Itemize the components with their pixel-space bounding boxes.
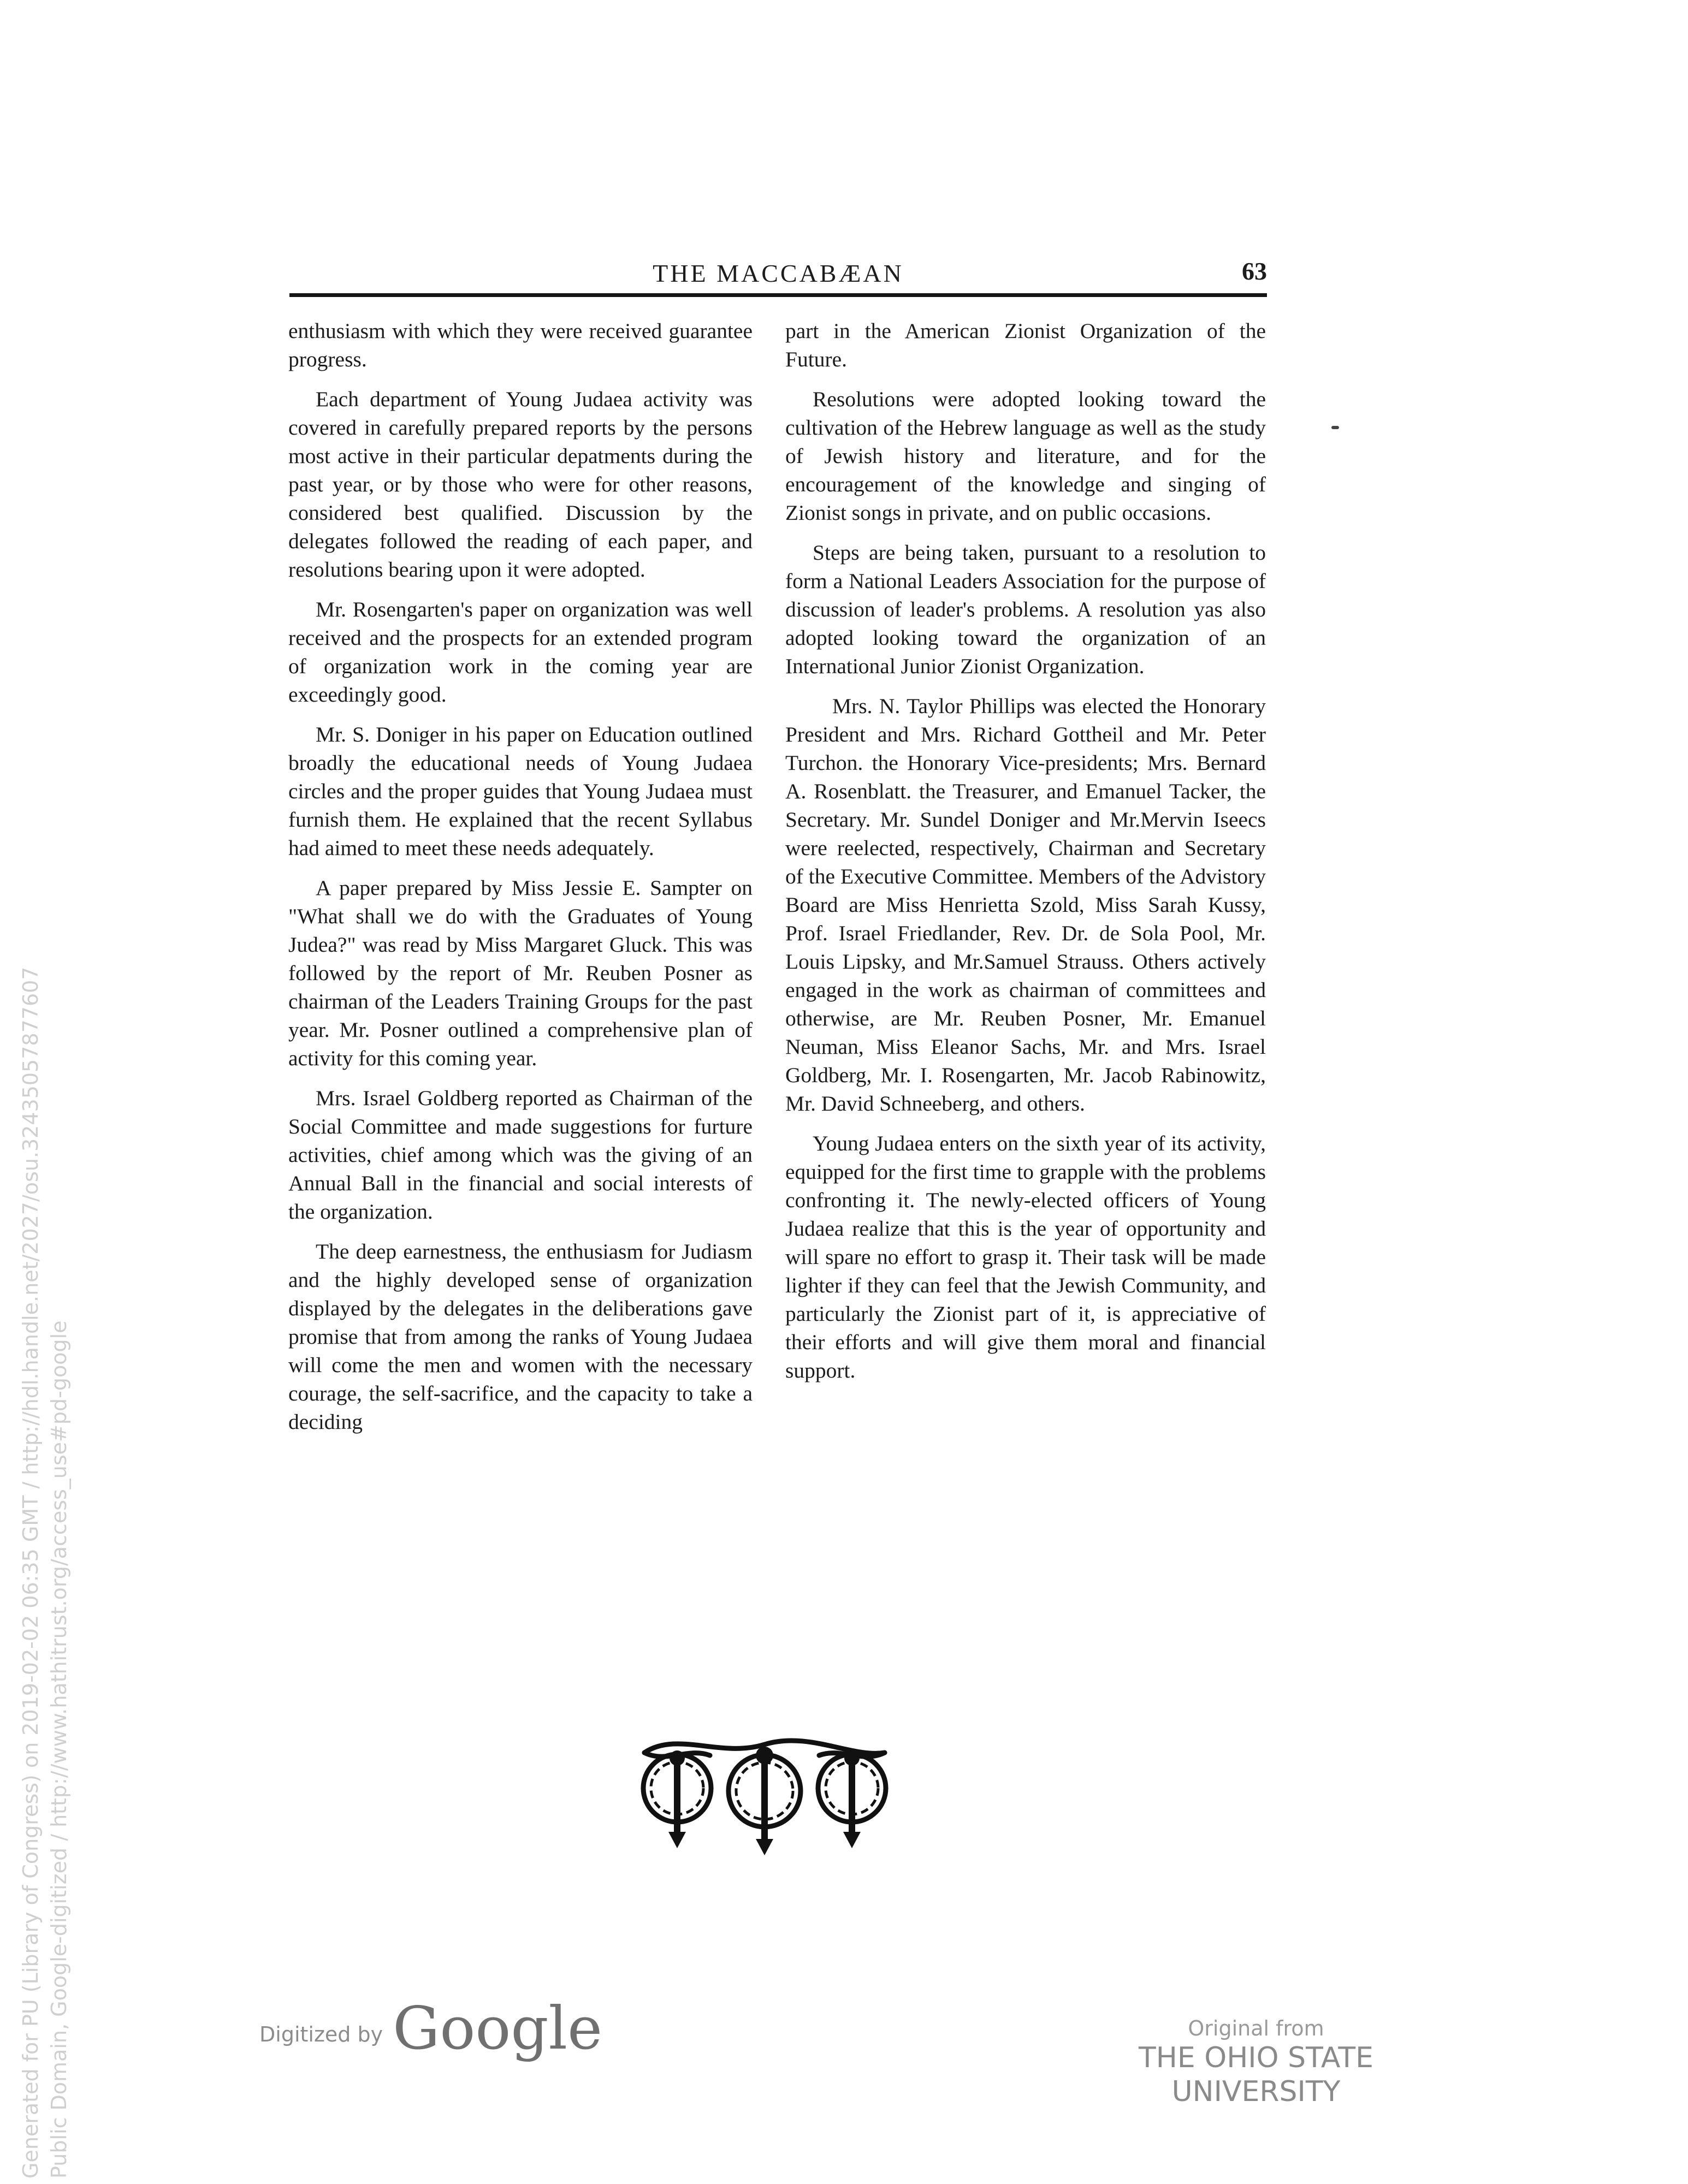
paragraph: Steps are being taken, pursuant to a resolution to form a National Leaders Association for the purpose of discussion of leader's problems. A resolution yas also adopted looking toward the organization of an International Junior Zionist Organization. [785,541,1266,678]
watermark-line: Generated for PU (Library of Congress) on 2019-02-02 06:35 GMT / http://hdl.handle.net/2027/osu.32435057877607 [19,966,43,2179]
watermark-line: Public Domain, Google-digitized / http://www.hathitrust.org/access_use#pd-google [47,1320,71,2179]
page-header [289,259,1267,297]
paragraph: Young Judaea enters on the sixth year of its activity, equipped for the first time to grapple with the problems confronting it. The newly-elected officers of Young Judaea realize that this is the year of opportunity and will spare no effort to grasp it. Their task will be made lighter if they can feel that the Jewish Community, and particularly the Zionist part of it, is appreciative of their efforts and will give them moral and financial support. [785,1131,1266,1382]
page-number: 63 [1242,257,1267,285]
right-column [785,317,1266,1396]
paragraph: Mrs. Israel Goldberg reported as Chairman of the Social Committee and made suggestions for furture activities, chief among which was the giving of an Annual Ball in the financial and social interests of the organization. [288,1086,753,1224]
google-logo: Google [393,1995,602,2063]
paragraph: Each department of Young Judaea activity was covered in carefully prepared reports by the persons most active in their particular depatments during the past year, or by those who were for other reasons, considered best qualified. Discussion by the delegates followed the reading of each paper, and resolutions bearing upon it were adopted. [288,387,753,581]
paragraph: Mrs. N. Taylor Phillips was elected the Honorary President and Mrs. Richard Gottheil and Mr. Peter Turchon. the Honorary Vice-presidents; Mrs. Bernard A. Rosenblatt. the Treasurer, and Emanuel Tacker, the Secretary. Mr. Sundel Doniger and Mr.Mervin Iseecs were reelected, respectively, Chairman and Secretary of the Executive Committee. Members of the Advistory Board are Miss Henrietta Szold, Miss Sarah Kussy, Prof. Israel Friedlander, Rev. Dr. de Sola Pool, Mr. Louis Lipsky, and Mr.Samuel Strauss. Others actively engaged in the work as chairman of committees and otherwise, are Mr. Reuben Posner, Mr. Emanuel Neuman, Miss Eleanor Sachs, Mr. and Mrs. Israel Goldberg, Mr. I. Rosengarten, Mr. Jacob Rabinowitz, Mr. David Schneeberg, and others. [785,694,1266,1115]
original-label: Original from [1188,2016,1324,2040]
header-rule [289,293,1267,297]
ink-speck [1331,426,1339,429]
running-title: THE MACCABÆAN [653,259,904,287]
paragraph: The deep earnestness, the enthusiasm for Judiasm and the highly developed sense of organization displayed by the delegates in the deliberations gave promise that from among the ranks of Young Judaea will come the men and women with the necessary courage, the self-sacrifice, and the capacity to take a deciding [288,1239,753,1434]
left-column [288,317,753,1447]
paragraph: Resolutions were adopted looking toward the cultivation of the Hebrew language as well as the study of Jewish history and literature, and for the encouragement of the knowledge and singing of Zionist songs in private, and on public occasions. [785,387,1266,525]
institution-name: THE OHIO STATE UNIVERSITY [1139,2041,1373,2108]
digitized-label: Digitized by [259,2022,383,2046]
digitized-by-google [259,1993,602,2063]
paragraph: part in the American Zionist Organization of the Future. [785,319,1266,371]
paragraph: Mr. Rosengarten's paper on organization was well received and the prospects for an extended program of organization work in the coming year are exceedingly good. [288,597,753,707]
paragraph: enthusiasm with which they were received guarantee progress. [288,319,753,371]
hathitrust-watermark [16,967,73,2179]
paragraph: Mr. S. Doniger in his paper on Education outlined broadly the educational needs of Young Judaea circles and the proper guides that Young Judaea must furnish them. He explained that the recent Syllabus had aimed to meet these needs adequately. [288,722,753,860]
original-from [1054,2016,1458,2109]
wreath-ornament-icon [633,1731,896,1856]
paragraph: A paper prepared by Miss Jessie E. Sampter on "What shall we do with the Graduates of Young Judea?" was read by Miss Margaret Gluck. This was followed by the report of Mr. Reuben Posner as chairman of the Leaders Training Groups for the past year. Mr. Posner outlined a comprehensive plan of activity for this coming year. [288,876,753,1070]
